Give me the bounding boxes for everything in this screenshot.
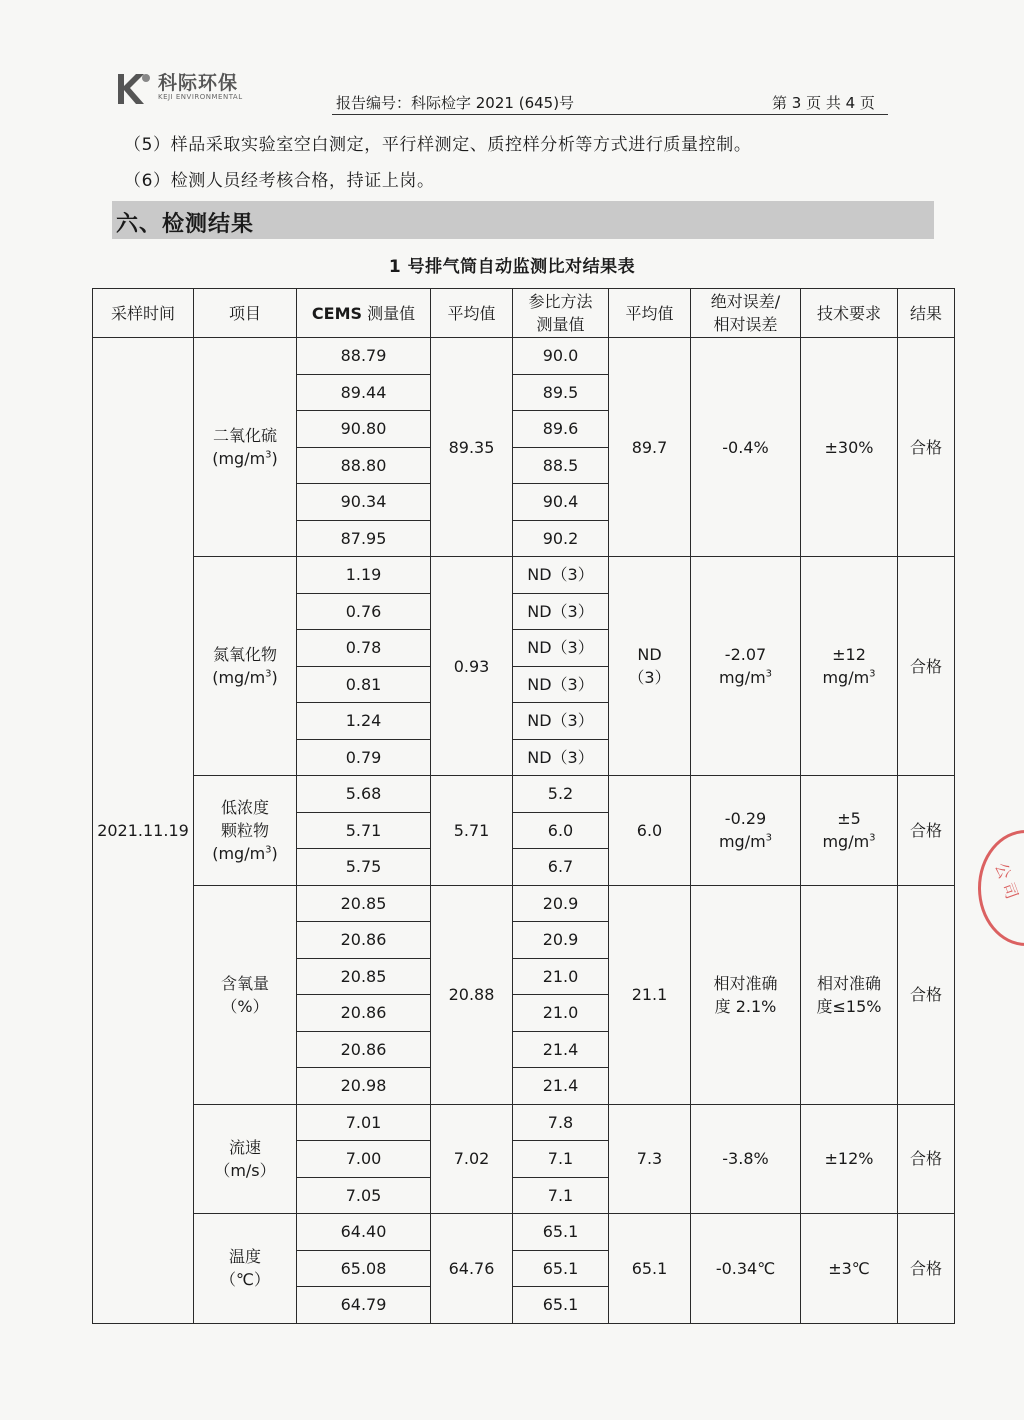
error-cell: 相对准确 度 2.1% [691,885,801,1104]
table-row [93,885,955,922]
requirement-cell: ±30% [801,338,898,557]
error-cell: -0.29 $mg/m^3$ [691,776,801,886]
reference-value-cell: 7.8 [513,1104,609,1141]
column-header: 平均值 [431,289,513,338]
logo-name-en: KEJI ENVIRONMENTAL [158,93,243,101]
cems-average-cell: 20.88 [431,885,513,1104]
reference-average-cell: 65.1 [609,1214,691,1324]
cems-value-cell: 5.75 [297,849,431,886]
cems-value-cell: 20.86 [297,995,431,1032]
requirement-cell: ±12 $mg/m^3$ [801,557,898,776]
item-cell: 含氧量 （%） [194,885,297,1104]
column-header: 绝对误差/ 相对误差 [691,289,801,338]
cems-value-cell: 20.85 [297,958,431,995]
report-number: 报告编号：科际检字 2021 (645)号 [336,94,575,112]
item-cell: 流速 （m/s） [194,1104,297,1214]
section-title: 六、检测结果 [116,212,255,237]
cems-value-cell: 90.80 [297,411,431,448]
reference-value-cell: ND（3） [513,666,609,703]
page-number: 第 3 页 共 4 页 [772,94,875,112]
reference-value-cell: ND（3） [513,593,609,630]
table-title: 1 号排气筒自动监测比对结果表 [388,257,636,277]
cems-value-cell: 0.79 [297,739,431,776]
cems-value-cell: 20.98 [297,1068,431,1105]
result-cell: 合格 [898,1104,955,1214]
column-header: CEMS 测量值 [297,289,431,338]
item-cell: 二氧化硫 $(mg/m^3)$ [194,338,297,557]
cems-value-cell: 5.71 [297,812,431,849]
cems-value-cell: 89.44 [297,374,431,411]
cems-average-cell: 5.71 [431,776,513,886]
reference-value-cell: ND（3） [513,739,609,776]
cems-value-cell: 0.81 [297,666,431,703]
reference-average-cell: 21.1 [609,885,691,1104]
column-header: 项目 [194,289,297,338]
cems-value-cell: 20.86 [297,1031,431,1068]
cems-value-cell: 0.76 [297,593,431,630]
reference-average-cell: ND （3） [609,557,691,776]
cems-average-cell: 0.93 [431,557,513,776]
quality-note-6: （6）检测人员经考核合格，持证上岗。 [124,171,435,191]
column-header: 参比方法 测量值 [513,289,609,338]
sampling-date-cell: 2021.11.19 [93,338,194,1324]
cems-value-cell: 88.79 [297,338,431,375]
cems-value-cell: 87.95 [297,520,431,557]
reference-value-cell: 90.2 [513,520,609,557]
requirement-cell: ±12% [801,1104,898,1214]
report-header [112,68,892,114]
reference-value-cell: 21.0 [513,995,609,1032]
reference-value-cell: 65.1 [513,1250,609,1287]
cems-value-cell: 65.08 [297,1250,431,1287]
column-header: 技术要求 [801,289,898,338]
cems-value-cell: 7.05 [297,1177,431,1214]
cems-value-cell: 1.24 [297,703,431,740]
table-row [93,1214,955,1251]
reference-average-cell: 7.3 [609,1104,691,1214]
cems-value-cell: 7.00 [297,1141,431,1178]
cems-value-cell: 5.68 [297,776,431,813]
logo-name-cn: 科际环保 [158,72,239,94]
red-seal-stamp: 公 司 [978,830,1024,946]
cems-average-cell: 7.02 [431,1104,513,1214]
reference-value-cell: 6.0 [513,812,609,849]
result-cell: 合格 [898,1214,955,1324]
cems-average-cell: 64.76 [431,1214,513,1324]
reference-value-cell: 6.7 [513,849,609,886]
reference-value-cell: 65.1 [513,1214,609,1251]
results-table [92,288,955,1324]
reference-value-cell: 5.2 [513,776,609,813]
reference-value-cell: 89.5 [513,374,609,411]
requirement-cell: ±5 $mg/m^3$ [801,776,898,886]
result-cell: 合格 [898,885,955,1104]
result-cell: 合格 [898,776,955,886]
requirement-cell: 相对准确 度≤15% [801,885,898,1104]
reference-value-cell: ND（3） [513,557,609,594]
reference-value-cell: 90.0 [513,338,609,375]
error-cell: -2.07 $mg/m^3$ [691,557,801,776]
company-logo [112,68,282,108]
requirement-cell: ±3℃ [801,1214,898,1324]
table-row [93,1104,955,1141]
reference-value-cell: ND（3） [513,703,609,740]
cems-value-cell: 88.80 [297,447,431,484]
cems-value-cell: 0.78 [297,630,431,667]
column-header: 平均值 [609,289,691,338]
reference-average-cell: 6.0 [609,776,691,886]
quality-note-5: （5）样品采取实验室空白测定，平行样测定、质控样分析等方式进行质量控制。 [124,135,752,155]
reference-value-cell: 20.9 [513,922,609,959]
error-cell: -0.34℃ [691,1214,801,1324]
cems-average-cell: 89.35 [431,338,513,557]
table-row [93,557,955,594]
item-cell: 氮氧化物 $(mg/m^3)$ [194,557,297,776]
cems-value-cell: 1.19 [297,557,431,594]
cems-value-cell: 20.85 [297,885,431,922]
column-header: 结果 [898,289,955,338]
reference-value-cell: 88.5 [513,447,609,484]
table-header-row [93,289,955,338]
reference-value-cell: 21.0 [513,958,609,995]
table-row [93,338,955,375]
result-cell: 合格 [898,557,955,776]
header-divider [332,114,888,115]
cems-value-cell: 20.86 [297,922,431,959]
cems-value-cell: 90.34 [297,484,431,521]
reference-value-cell: 7.1 [513,1141,609,1178]
column-header: 采样时间 [93,289,194,338]
reference-average-cell: 89.7 [609,338,691,557]
result-cell: 合格 [898,338,955,557]
item-cell: 温度 （℃） [194,1214,297,1324]
reference-value-cell: 65.1 [513,1287,609,1324]
table-row [93,776,955,813]
reference-value-cell: 89.6 [513,411,609,448]
cems-value-cell: 64.79 [297,1287,431,1324]
error-cell: -0.4% [691,338,801,557]
reference-value-cell: ND（3） [513,630,609,667]
k-logo-icon [112,70,154,108]
reference-value-cell: 90.4 [513,484,609,521]
reference-value-cell: 7.1 [513,1177,609,1214]
reference-value-cell: 21.4 [513,1031,609,1068]
reference-value-cell: 21.4 [513,1068,609,1105]
item-cell: 低浓度 颗粒物 $(mg/m^3)$ [194,776,297,886]
cems-value-cell: 64.40 [297,1214,431,1251]
reference-value-cell: 20.9 [513,885,609,922]
table-body [93,338,955,1324]
cems-value-cell: 7.01 [297,1104,431,1141]
error-cell: -3.8% [691,1104,801,1214]
